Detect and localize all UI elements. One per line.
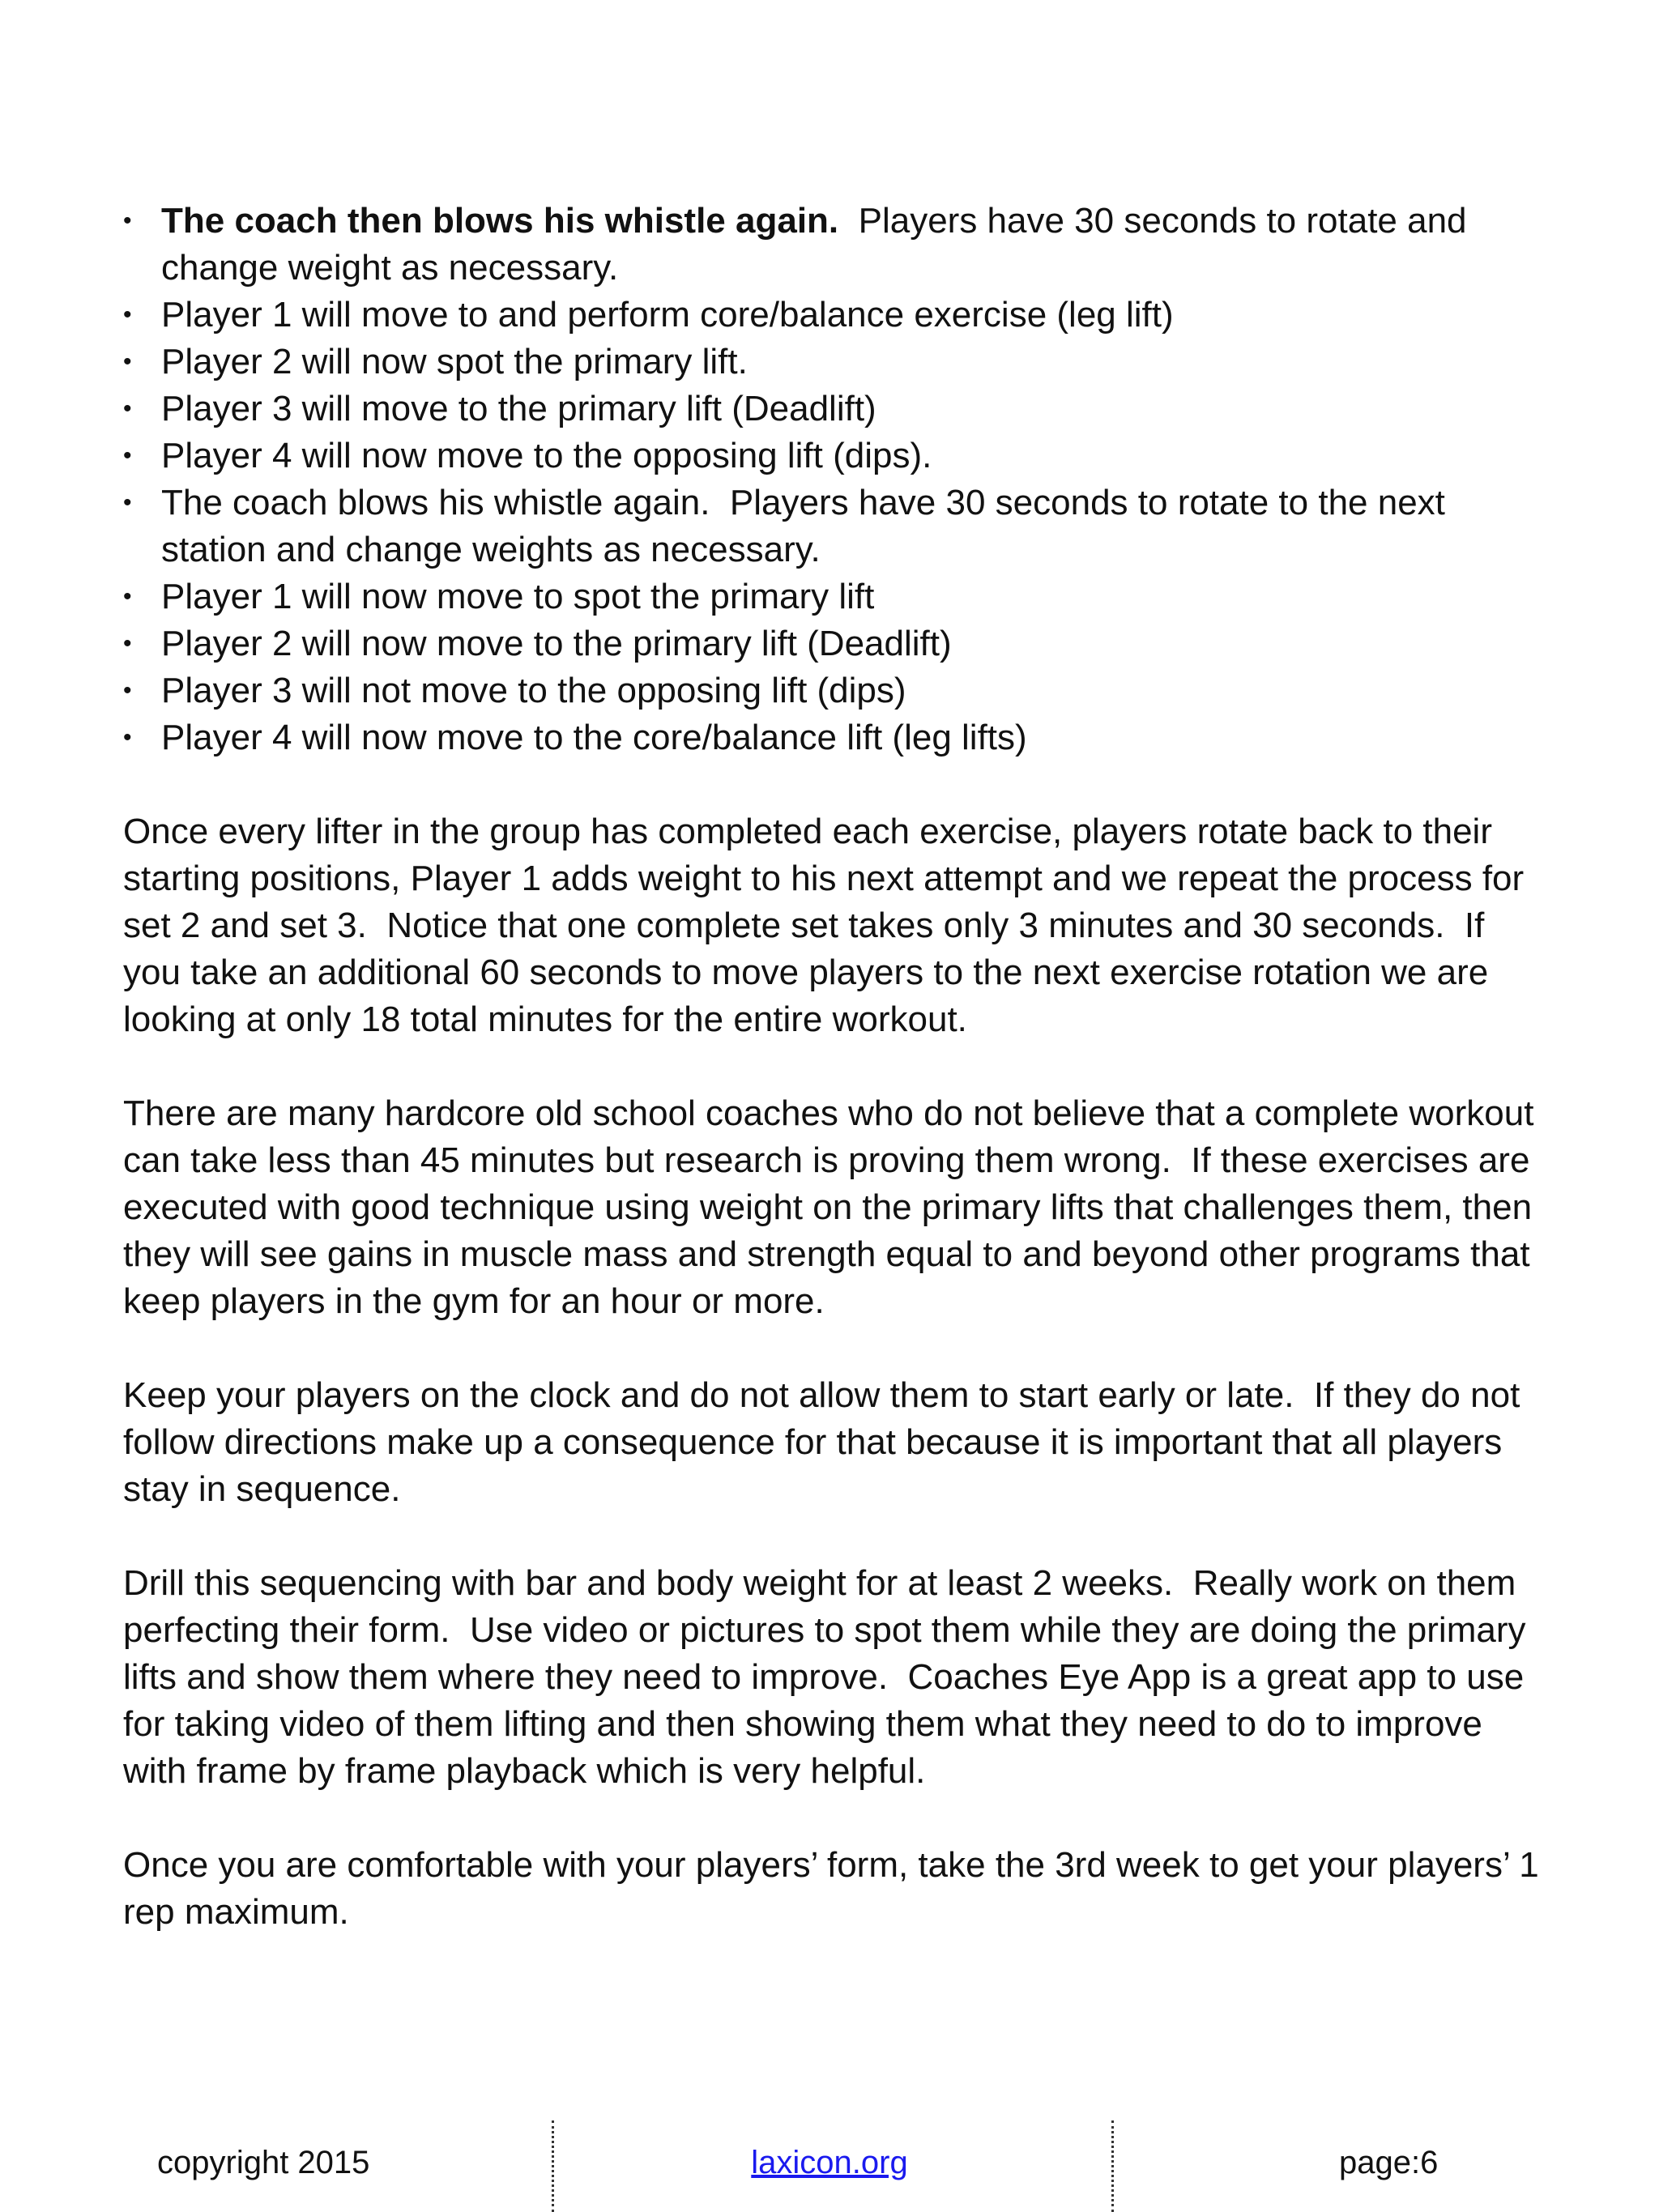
list-item xyxy=(123,386,1549,433)
page-footer xyxy=(0,2114,1659,2212)
bullet-icon: • xyxy=(123,583,132,610)
laxicon-link[interactable]: laxicon.org xyxy=(751,2145,908,2180)
list-item xyxy=(123,433,1549,479)
list-item-text: Player 1 will now move to spot the primary lift xyxy=(161,577,875,616)
bullet-icon: • xyxy=(123,395,132,422)
list-item xyxy=(123,714,1549,761)
footer-divider xyxy=(1111,2120,1114,2212)
list-item xyxy=(123,198,1549,292)
bullet-icon: • xyxy=(123,677,132,704)
list-item-text: The coach blows his whistle again. Players have 30 seconds to rotate to the next station and change weights as necessary. xyxy=(161,483,1456,569)
page-content xyxy=(123,198,1549,1936)
list-item-text: Players have 30 seconds to rotate and change weight as necessary. xyxy=(161,201,1477,288)
paragraph-keep-on-clock: Keep your players on the clock and do not allow them to start early or late. If they do not follow directions make up a consequence for that because it is important that all players stay in sequence. xyxy=(123,1375,1530,1509)
list-item-text: Player 2 will now spot the primary lift. xyxy=(161,342,748,381)
bullet-list xyxy=(123,198,1549,761)
bullet-icon: • xyxy=(123,442,132,469)
bullet-icon: • xyxy=(123,348,132,375)
list-item xyxy=(123,667,1549,714)
list-item xyxy=(123,620,1549,667)
list-item-text: Player 3 will move to the primary lift (Deadlift) xyxy=(161,389,876,428)
bullet-icon: • xyxy=(123,724,132,751)
list-item xyxy=(123,339,1549,386)
paragraph-drill-sequencing: Drill this sequencing with bar and body weight for at least 2 weeks. Really work on them perfecting their form. Use video or pictures to spot them while they are doing the primary lifts and show them where they need to improve. Coaches Eye App is a great app to use for taking video of them lifting and then showing them what they need to do to improve with frame by frame playback which is very helpful. xyxy=(123,1563,1536,1791)
copyright-text: copyright 2015 xyxy=(157,2145,370,2180)
list-item xyxy=(123,292,1549,339)
bold-lead-text: The coach then blows his whistle again. xyxy=(161,201,839,241)
list-item-text: Player 4 will now move to the core/balance lift (leg lifts) xyxy=(161,718,1027,757)
list-item-text: Player 2 will now move to the primary lift (Deadlift) xyxy=(161,624,952,663)
list-item-text: Player 4 will now move to the opposing lift (dips). xyxy=(161,436,932,475)
paragraph-rotation-summary: Once every lifter in the group has completed each exercise, players rotate back to their starting positions, Player 1 adds weight to his next attempt and we repeat the process for set 2 and set 3. Notice that one complete set takes only 3 minutes and 30 seconds. If you take an additional 60 seconds to move players to the next exercise rotation we are looking at only 18 total minutes for the entire workout. xyxy=(123,812,1534,1039)
page-number: page:6 xyxy=(1339,2145,1439,2180)
paragraph-workout-duration: There are many hardcore old school coaches who do not believe that a complete workout can take less than 45 minutes but research is proving them wrong. If these exercises are executed with good technique using weight on the primary lifts that challenges them, then they will see gains in muscle mass and strength equal to and beyond other programs that keep players in the gym for an hour or more. xyxy=(123,1093,1544,1321)
bullet-icon: • xyxy=(123,207,132,234)
list-item-text: Player 3 will not move to the opposing lift (dips) xyxy=(161,671,906,710)
paragraph-rep-maximum: Once you are comfortable with your players’ form, take the 3rd week to get your players’ 1 rep maximum. xyxy=(123,1845,1550,1932)
list-item-text: Player 1 will move to and perform core/balance exercise (leg lift) xyxy=(161,295,1174,335)
bullet-icon: • xyxy=(123,489,132,516)
list-item xyxy=(123,479,1549,573)
bullet-icon: • xyxy=(123,630,132,657)
list-item xyxy=(123,573,1549,620)
bullet-icon: • xyxy=(123,301,132,328)
